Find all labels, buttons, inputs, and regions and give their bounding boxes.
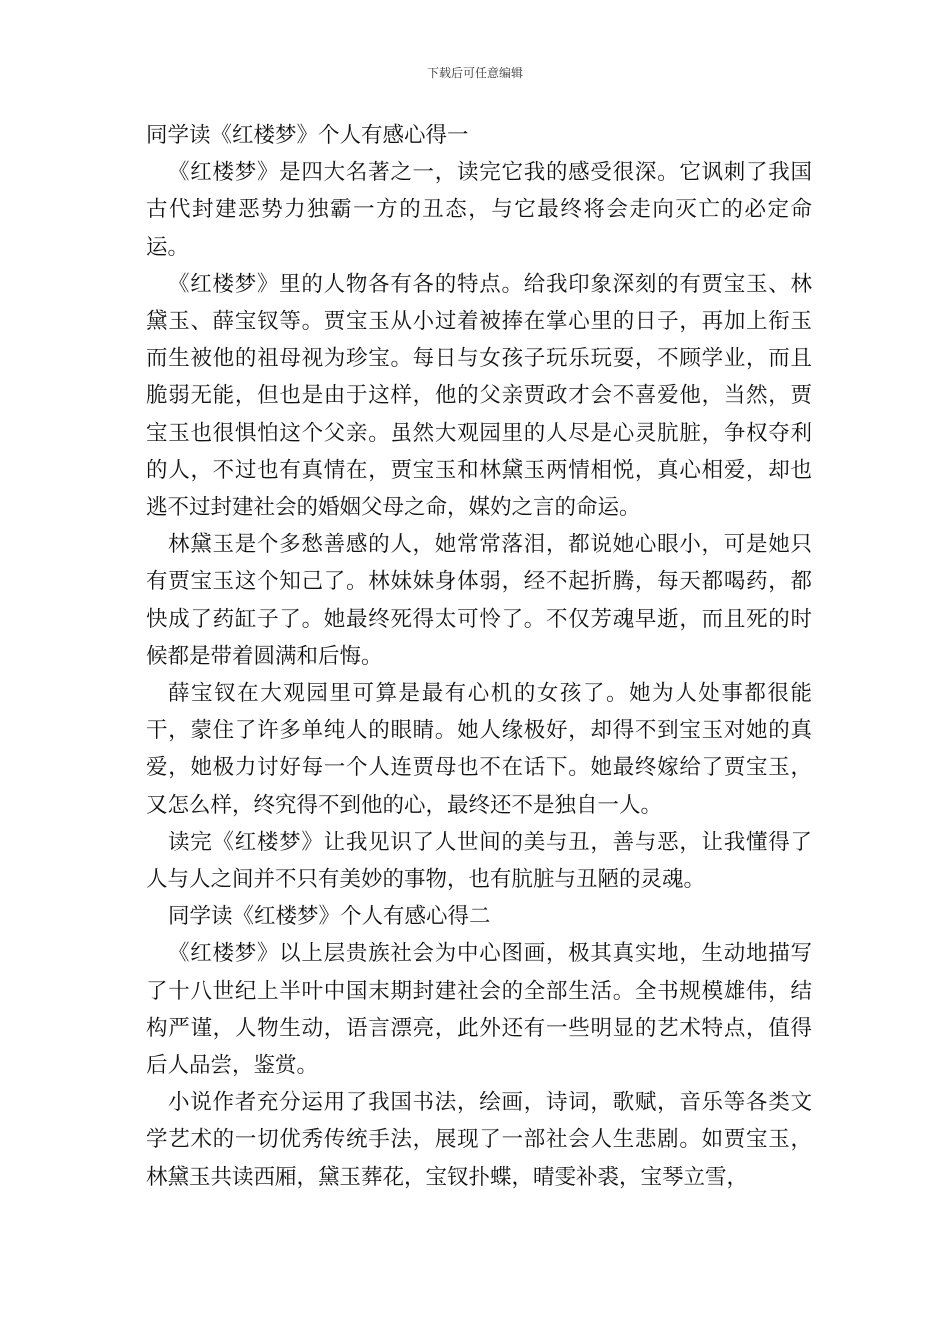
paragraph-3: 林黛玉是个多愁善感的人，她常常落泪，都说她心眼小，可是她只有贾宝玉这个知己了。林妹妹身体弱，经不起折腾，每天都喝药，都快成了药缸子了。她最终死得太可怜了。不仅芳魂早逝，而且死的时候都是带着圆满和后悔。 [146, 532, 812, 669]
paragraph-2: 《红楼梦》里的人物各有各的特点。给我印象深刻的有贾宝玉、林黛玉、薛宝钗等。贾宝玉从小过着被捧在掌心里的日子，再加上衔玉而生被他的祖母视为珍宝。每日与女孩子玩乐玩耍，不顾学业，而且脆弱无能，但也是由于这样，他的父亲贾政才会不喜爱他，当然，贾宝玉也很惧怕这个父亲。虽然大观园里的人尽是心灵肮脏，争权夺利的人，不过也有真情在，贾宝玉和林黛玉两情相悦，真心相爱，却也逃不过封建社会的婚姻父母之命，媒妁之言的命运。 [146, 271, 812, 521]
article-body [146, 117, 812, 1196]
header-note: 下载后可任意编辑 [426, 66, 523, 80]
paragraph-1: 《红楼梦》是四大名著之一，读完它我的感受很深。它讽刺了我国古代封建恶势力独霸一方的丑态，与它最终将会走向灭亡的必定命运。 [146, 160, 812, 260]
article-title-1: 同学读《红楼梦》个人有感心得一 [146, 123, 469, 148]
paragraph-4: 薛宝钗在大观园里可算是最有心机的女孩了。她为人处事都很能干，蒙住了许多单纯人的眼睛。她人缘极好，却得不到宝玉对她的真爱，她极力讨好每一个人连贾母也不在话下。她最终嫁给了贾宝玉，又怎么样，终究得不到他的心，最终还不是独自一人。 [146, 681, 812, 818]
article-title-2: 同学读《红楼梦》个人有感心得二 [168, 904, 491, 930]
paragraph-7: 小说作者充分运用了我国书法，绘画，诗词，歌赋，音乐等各类文学艺术的一切优秀传统手法，展现了一部社会人生悲剧。如贾宝玉，林黛玉共读西厢，黛玉葬花，宝钗扑蝶，晴雯补裘，宝琴立雪， [146, 1090, 812, 1190]
paragraph-6: 《红楼梦》以上层贵族社会为中心图画，极其真实地，生动地描写了十八世纪上半叶中国末期封建社会的全部生活。全书规模雄伟，结构严谨，人物生动，语言漂亮，此外还有一些明显的艺术特点，值得后人品尝，鉴赏。 [146, 941, 812, 1079]
paragraph-5: 读完《红楼梦》让我见识了人世间的美与丑，善与恶，让我懂得了人与人之间并不只有美妙的事物，也有肮脏与丑陋的灵魂。 [146, 829, 812, 893]
